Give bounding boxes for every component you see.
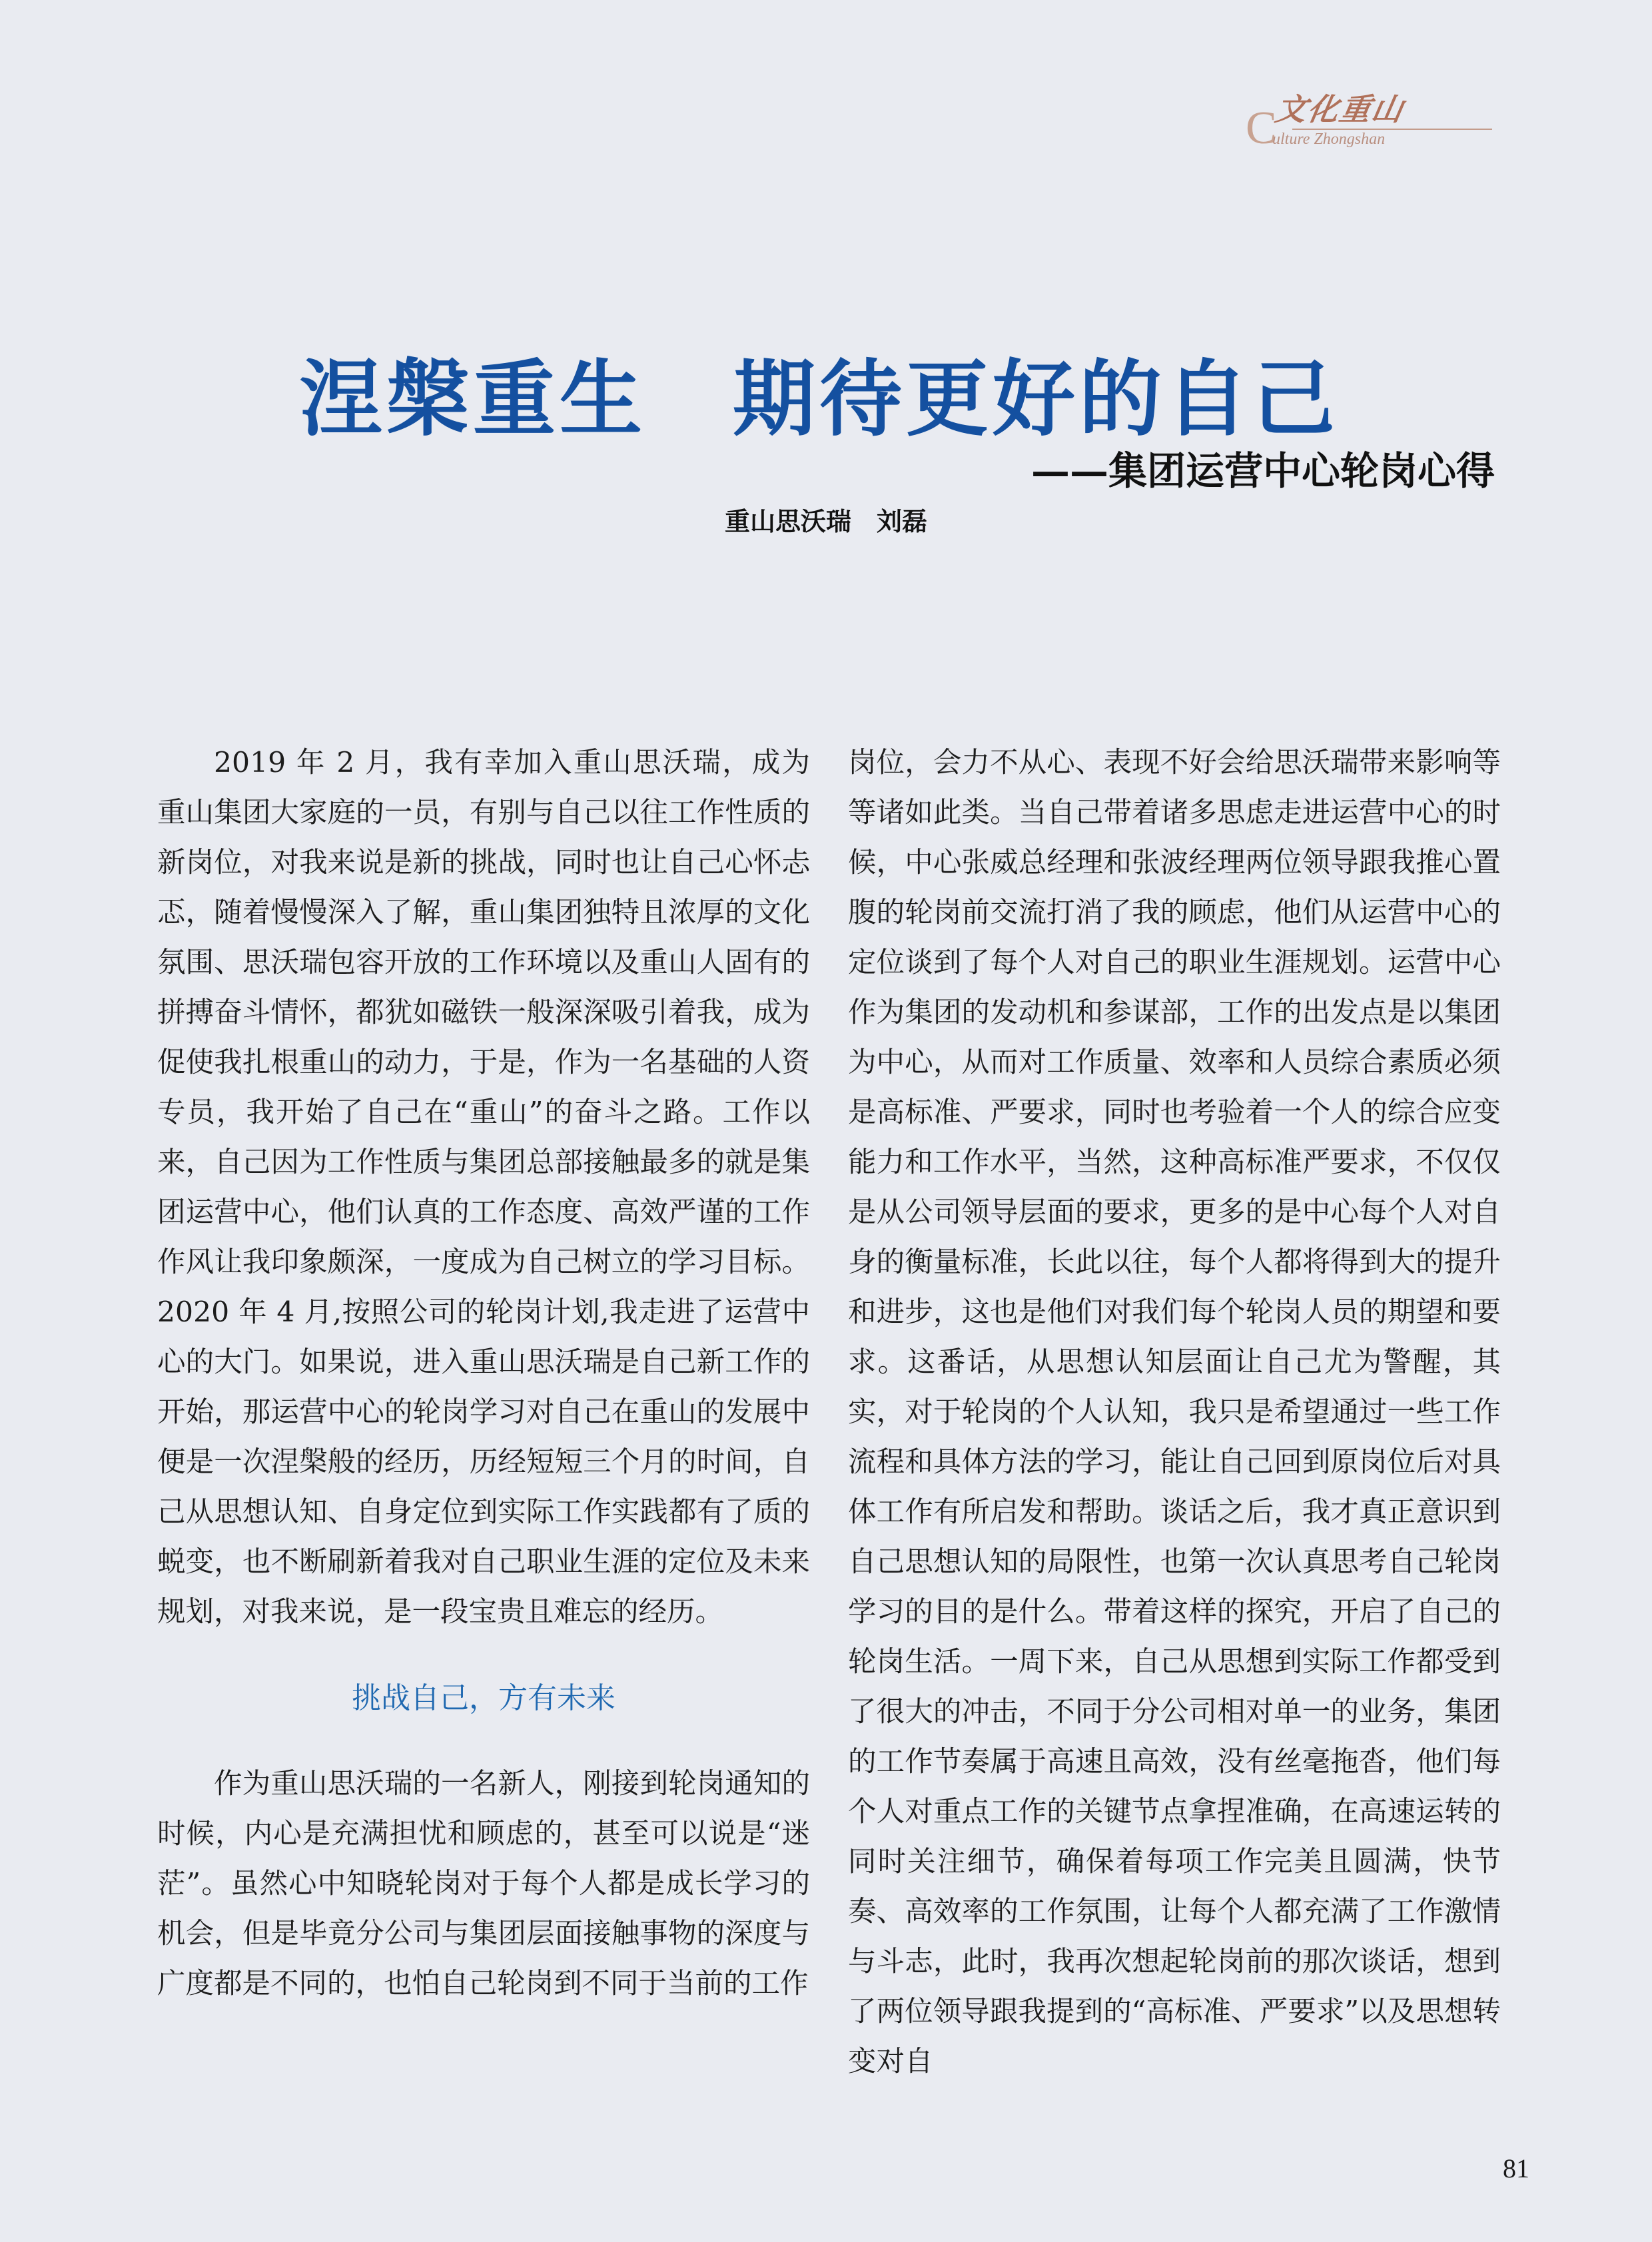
header-rule <box>1292 129 1492 130</box>
body-paragraph: 岗位，会力不从心、表现不好会给思沃瑞带来影响等等诸如此类。当自己带着诸多思虑走进运营中心的时候，中心张威总经理和张波经理两位领导跟我推心置腹的轮岗前交流打消了我的顾虑，他们从运营中心的定位谈到了每个人对自己的职业生涯规划。运营中心作为集团的发动机和参谋部，工作的出发点是以集团为中心，从而对工作质量、效率和人员综合素质必须是高标准、严要求，同时也考验着一个人的综合应变能力和工作水平，当然，这种高标准严要求，不仅仅是从公司领导层面的要求，更多的是中心每个人对自身的衡量标准，长此以往，每个人都将得到大的提升和进步，这也是他们对我们每个轮岗人员的期望和要求。这番话，从思想认知层面让自己尤为警醒，其实，对于轮岗的个人认知，我只是希望通过一些工作流程和具体方法的学习，能让自己回到原岗位后对具体工作有所启发和帮助。谈话之后，我才真正意识到自己思想认知的局限性，也第一次认真思考自己轮岗学习的目的是什么。带着这样的探究，开启了自己的轮岗生活。一周下来，自己从思想到实际工作都受到了很大的冲击，不同于分公司相对单一的业务，集团的工作节奏属于高速且高效，没有丝毫拖沓，他们每个人对重点工作的关键节点拿捏准确，在高速运转的同时关注细节，确保着每项工作完美且圆满，快节奏、高效率的工作氛围，让每个人都充满了工作激情与斗志，此时，我再次想起轮岗前的那次谈话，想到了两位领导跟我提到的“高标准、严要求”以及思想转变对自 <box>848 747 1501 2078</box>
article-subtitle: ——集团运营中心轮岗心得 <box>1031 448 1495 494</box>
article-title: 涅槃重生 期待更好的自己 <box>299 352 1339 448</box>
left-column <box>157 738 810 2009</box>
brand-initial: C <box>1246 103 1277 154</box>
article-author: 重山思沃瑞 刘磊 <box>724 507 927 536</box>
brand-chinese-name: 文化重山 <box>1272 91 1408 127</box>
body-paragraph: 2019 年 2 月，我有幸加入重山思沃瑞，成为重山集团大家庭的一员，有别与自己以往工作性质的新岗位，对我来说是新的挑战，同时也让自己心怀忐忑，随着慢慢深入了解，重山集团独特且浓厚的文化氛围、思沃瑞包容开放的工作环境以及重山人固有的拼搏奋斗情怀，都犹如磁铁一般深深吸引着我，成为促使我扎根重山的动力，于是，作为一名基础的人资专员，我开始了自己在“重山”的奋斗之路。工作以来，自己因为工作性质与集团总部接触最多的就是集团运营中心，他们认真的工作态度、高效严谨的工作作风让我印象颇深，一度成为自己树立的学习目标。2020 年 4 月,按照公司的轮岗计划,我走进了运营中心的大门。如果说，进入重山思沃瑞是自己新工作的开始，那运营中心的轮岗学习对自己在重山的发展中便是一次涅槃般的经历，历经短短三个月的时间，自己从思想认知、自身定位到实际工作实践都有了质的蜕变，也不断刷新着我对自己职业生涯的定位及未来规划，对我来说，是一段宝贵且难忘的经历。 <box>157 747 810 1629</box>
magazine-brand-logo <box>1246 85 1492 159</box>
body-paragraph: 作为重山思沃瑞的一名新人，刚接到轮岗通知的时候，内心是充满担忧和顾虑的，甚至可以说是“迷茫”。虽然心中知晓轮岗对于每个人都是成长学习的机会，但是毕竟分公司与集团层面接触事物的深度与广度都是不同的，也怕自己轮岗到不同于当前的工作 <box>157 1768 810 2000</box>
page-number: 81 <box>1503 2153 1529 2183</box>
brand-english-name: ulture Zhongshan <box>1272 131 1386 148</box>
section-heading: 挑战自己，方有未来 <box>352 1681 616 1715</box>
right-column <box>848 738 1501 2087</box>
